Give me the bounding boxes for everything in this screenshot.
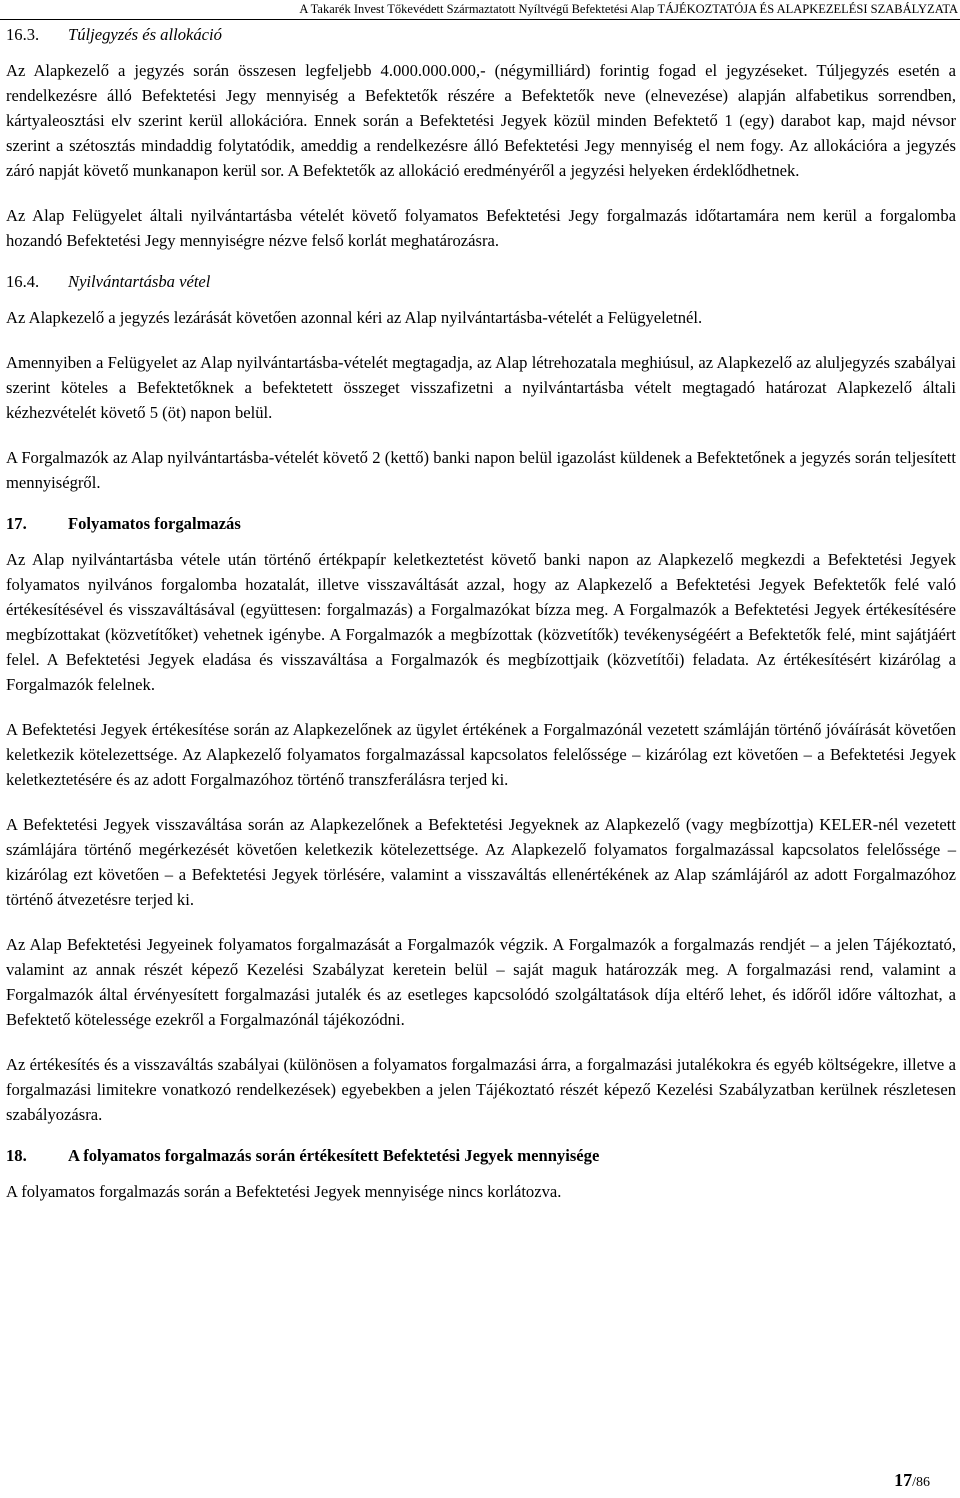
section-17-paragraph-2: A Befektetési Jegyek értékesítése során az Alapkezelőnek az ügylet értékének a Forgalmazónál vezetett számláján történő jóváírását követően keletkezik kötelezettsége. Az Alapkezelő folyamatos forgalmazással kapcsolatos felelőssége – kizárólag ezt követően – a Befektetési Jegyek keletkeztetésére és az adott Forgalmazóhoz történő transzferálásra terjed ki. — [6, 720, 956, 789]
section-16-4-title: Nyilvántartásba vétel — [68, 272, 211, 291]
section-18-paragraph-1: A folyamatos forgalmazás során a Befektetési Jegyek mennyisége nincs korlátozva. — [6, 1182, 562, 1201]
section-16-4-heading — [6, 271, 956, 293]
section-17-number: 17. — [6, 514, 27, 533]
section-17-paragraph-5: Az értékesítés és a visszaváltás szabályai (különösen a folyamatos forgalmazási árra, a forgalmazási jutalékokra és egyéb költségekre, illetve a forgalmazási limitekre vonatkozó rendelkezések) egyebekben a jelen Tájékoztató részét képező Kezelési Szabályzatban kerülnek részletesen szabályozásra. — [6, 1055, 956, 1124]
page-number — [894, 1470, 930, 1493]
section-17-paragraph-3: A Befektetési Jegyek visszaváltása során az Alapkezelőnek a Befektetési Jegyeknek az Alapkezelő (vagy megbízottja) KELER-nél vezetett számlájára történő megérkezését követően keletkezik kötelezettsége. Az Alapkezelő folyamatos forgalmazással kapcsolatos felelőssége – kizárólag ezt követően – a Befektetési Jegyek törlésére, valamint a visszaváltás ellenértékének az Alap számlájáról az adott Forgalmazóhoz történő átvezetésre terjed ki. — [6, 815, 956, 909]
section-18-title: A folyamatos forgalmazás során értékesített Befektetési Jegyek mennyisége — [68, 1146, 600, 1165]
section-17-heading — [6, 513, 956, 535]
section-18-heading — [6, 1145, 956, 1167]
section-16-3-paragraph-1: Az Alapkezelő a jegyzés során összesen legfeljebb 4.000.000.000,- (négymilliárd) forintig fogad el jegyzéseket. Túljegyzés esetén a rendelkezésre álló Befektetési Jegy mennyiség a Befektetők részére a Befektetők neve (elnevezése) alapján alfabetikus sorrendben, kártyaleosztási elv szerint kerül allokációra. Ennek során a Befektetési Jegyek közül minden Befektető 1 (egy) darabot kap, majd névsor szerint a szétosztás mindaddig folytatódik, ameddig a rendelkezésre álló Befektetési Jegy mennyiség el nem fogy. Az allokációra a jegyzés záró napját követő munkanapon kerül sor. A Befektetők az allokáció eredményéről a jegyzési helyeken érdeklődhetnek. — [6, 61, 956, 180]
section-18-number: 18. — [6, 1146, 27, 1165]
page-number-current: 17 — [894, 1470, 913, 1490]
section-17-title: Folyamatos forgalmazás — [68, 514, 241, 533]
section-16-4-paragraph-2: Amennyiben a Felügyelet az Alap nyilvántartásba-vételét megtagadja, az Alap létrehozatala meghiúsul, az Alapkezelő az aluljegyzés szabályai szerint köteles a Befektetőknek a befektetett összeget visszafizetni a nyilvántartásba vételt megtagadó határozat Alapkezelő általi kézhezvételét követő 5 (öt) napon belül. — [6, 353, 956, 422]
page-number-total: /86 — [912, 1475, 930, 1490]
section-17-paragraph-1: Az Alap nyilvántartásba vétele után történő értékpapír keletkeztetést követő banki napon az Alapkezelő megkezdi a Befektetési Jegyek folyamatos nyilvános forgalomba hozatalát, illetve visszaváltását azzal, hogy az Alapkezelő a Befektetési Jegyek Befektetők felé való értékesítésével és visszaváltásával (együttesen: forgalmazás) a Forgalmazókat bízza meg. A Forgalmazók a Befektetési Jegyek értékesítésére megbízottakat (közvetítőket) vehetnek igénybe. A Forgalmazók a megbízottak (közvetítők) tevékenységéért a Befektetők felé, mint sajátjáért felel. A Befektetési Jegyek eladása és visszaváltása a Forgalmazók és megbízottjaik (közvetítői) feladata. Az értékesítésért kizárólag a Forgalmazók felelnek. — [6, 550, 956, 694]
section-16-3-title: Túljegyzés és allokáció — [68, 25, 222, 44]
section-17-paragraph-4: Az Alap Befektetési Jegyeinek folyamatos forgalmazását a Forgalmazók végzik. A Forgalmazók a forgalmazás rendjét – a jelen Tájékoztató, valamint az annak részét képező Kezelési Szabályzat keretein belül – saját maguk határozzák meg. A forgalmazási rend, valamint a Forgalmazók által érvényesített forgalmazási jutalék és az esetleges kapcsolódó szolgáltatások díja eltérő lehet, és időről időre változhat, a Befektető kötelessége ezekről a Forgalmazónál tájékozódni. — [6, 935, 956, 1029]
section-16-4-number: 16.4. — [6, 272, 40, 291]
page-content — [6, 24, 956, 1226]
section-16-3-number: 16.3. — [6, 25, 40, 44]
section-16-4-paragraph-1: Az Alapkezelő a jegyzés lezárását követően azonnal kéri az Alap nyilvántartásba-vételét a Felügyeletnél. — [6, 308, 703, 327]
section-16-4-paragraph-3: A Forgalmazók az Alap nyilvántartásba-vételét követő 2 (kettő) banki napon belül igazolást küldenek a Befektetőnek a jegyzés során teljesített mennyiségről. — [6, 448, 956, 492]
section-16-3-heading — [6, 24, 956, 46]
running-header: A Takarék Invest Tőkevédett Származtatott Nyíltvégű Befektetési Alap TÁJÉKOZTATÓJA ÉS ALAPKEZELÉSI SZABÁLYZATA — [0, 2, 960, 20]
section-16-3-paragraph-2: Az Alap Felügyelet általi nyilvántartásba vételét követő folyamatos Befektetési Jegy forgalmazás időtartamára nem kerül a forgalomba hozandó Befektetési Jegy mennyiségre nézve felső korlát meghatározásra. — [6, 206, 956, 250]
